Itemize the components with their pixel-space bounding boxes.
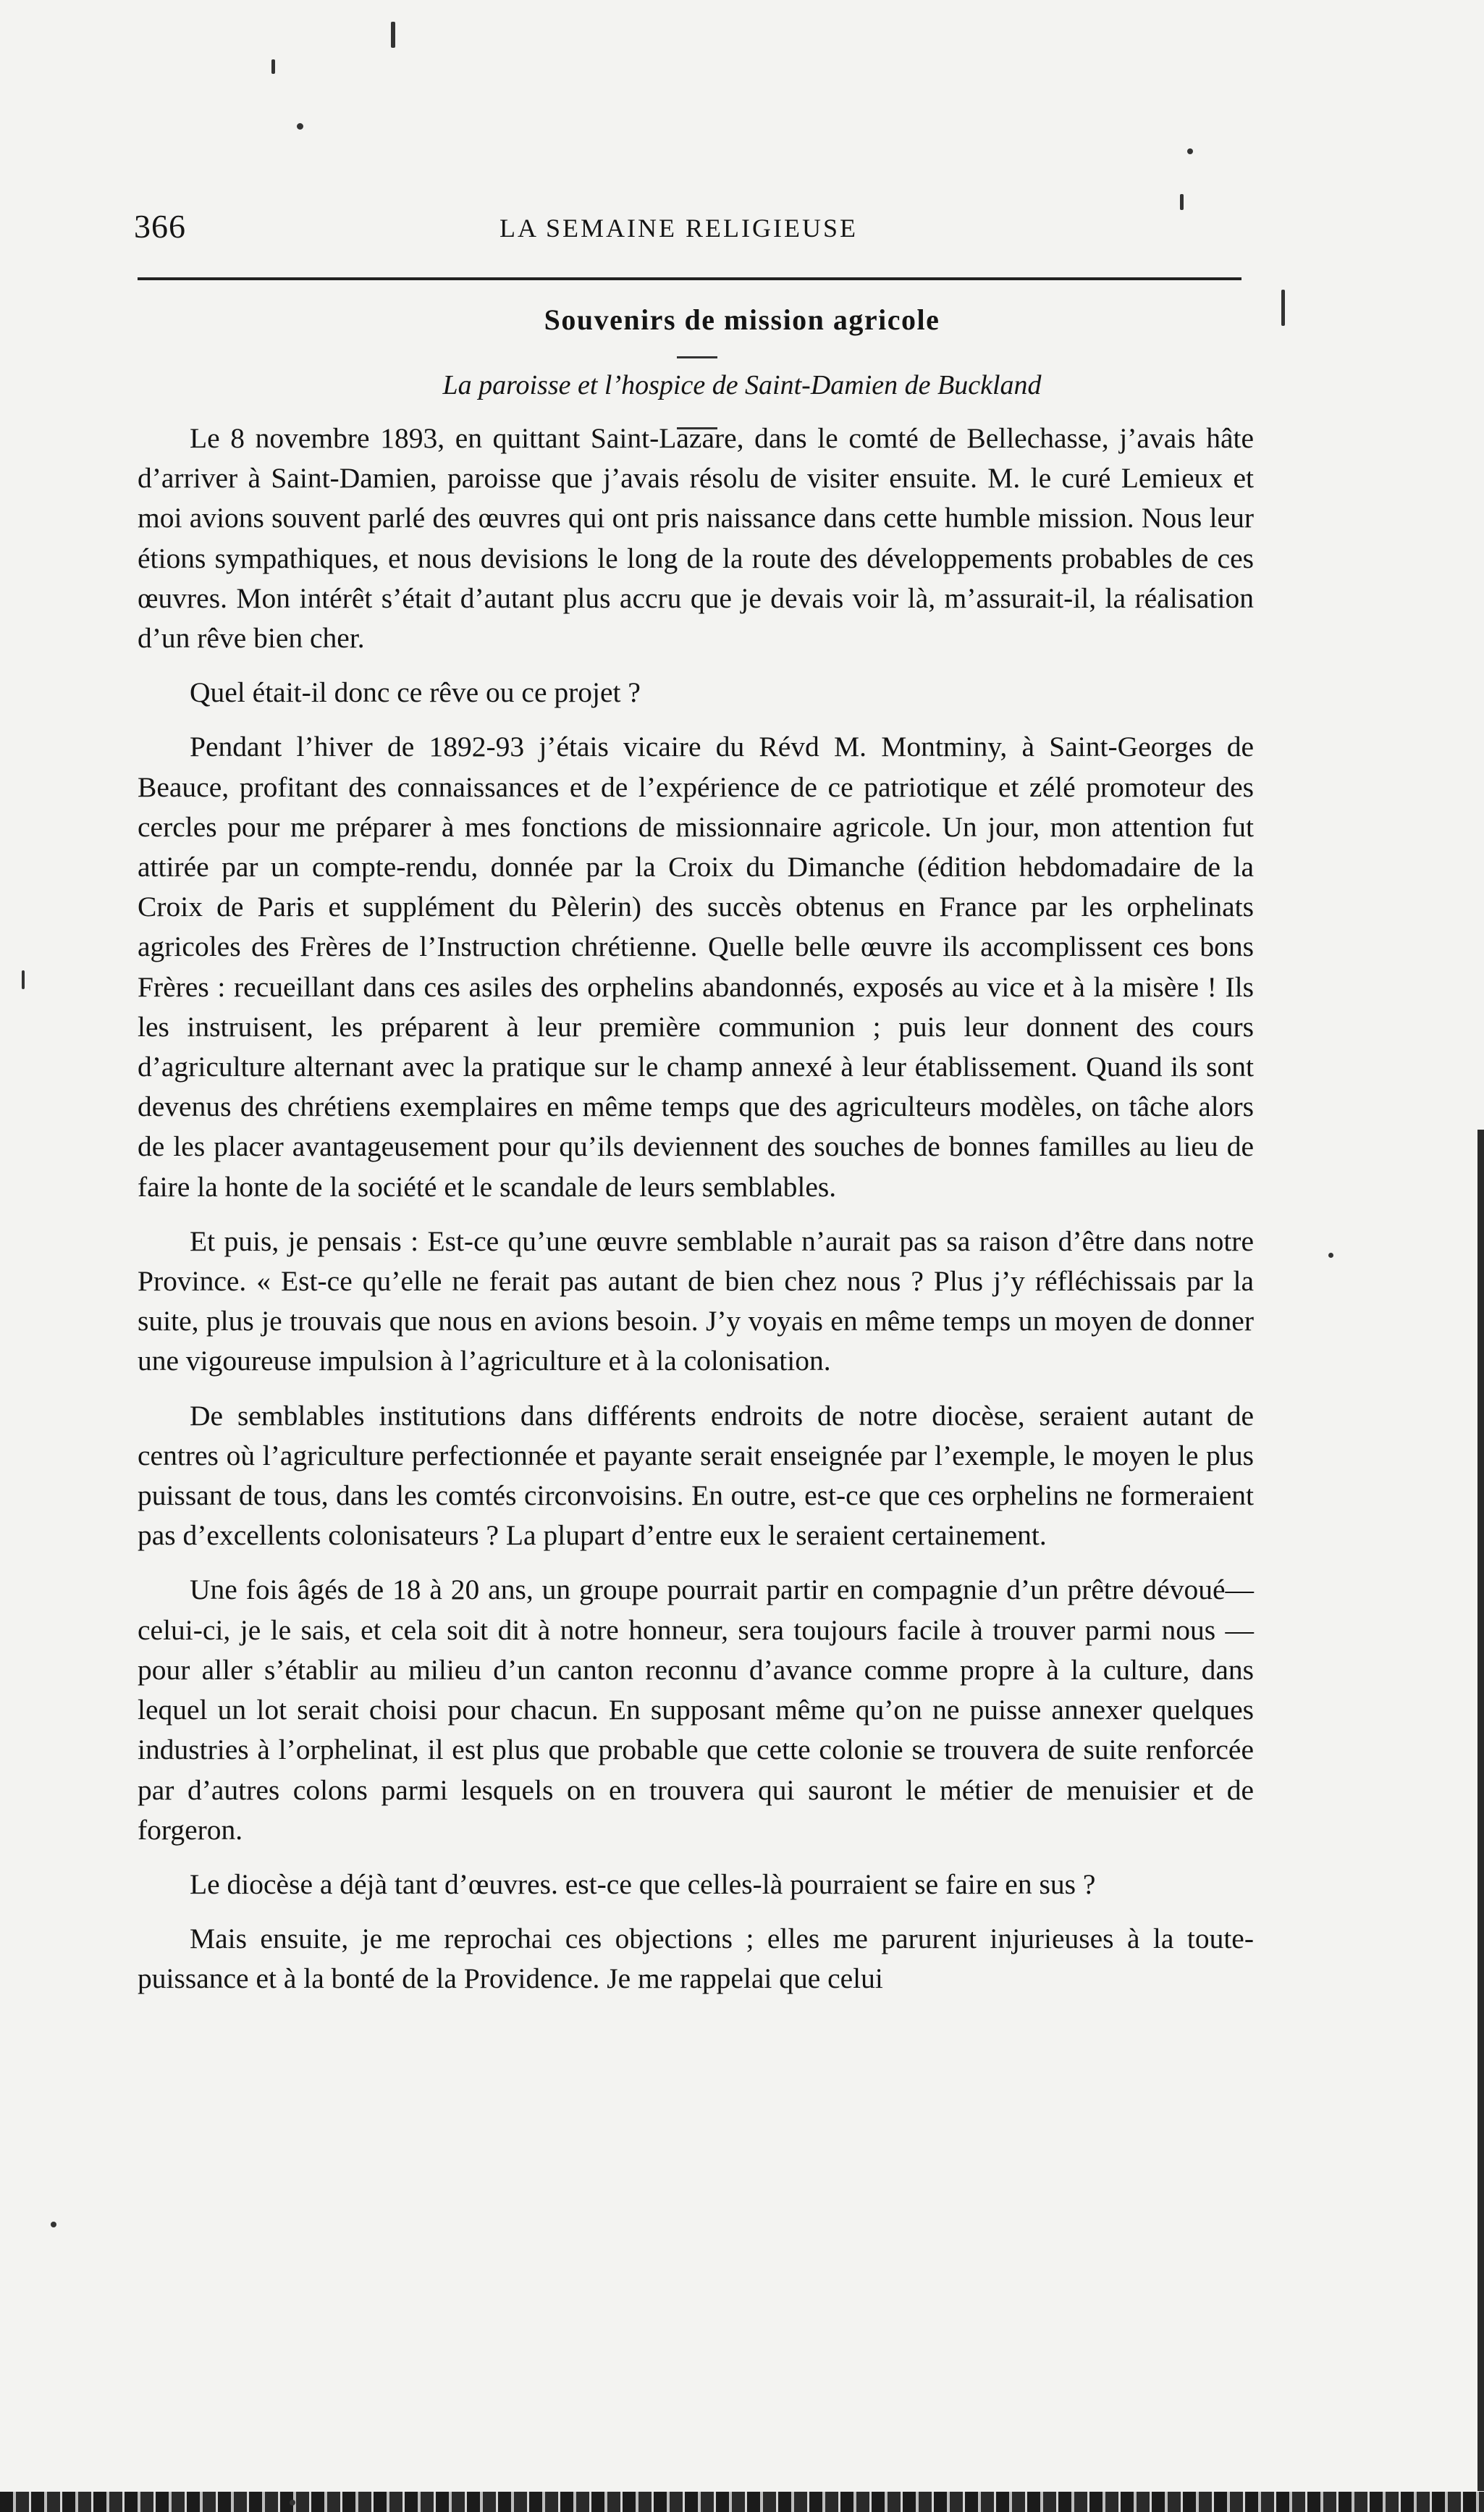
- article-title: Souvenirs de mission agricole: [544, 303, 940, 336]
- header-rule: [138, 277, 1241, 280]
- scan-speck: [1187, 148, 1193, 154]
- paragraph-5: De semblables institutions dans différents endroits de notre diocèse, seraient autant de centres où l’agriculture perfectionnée et payante serait enseignée par l’exemple, le moyen le plus puissant de tous, dans les comtés circonvoisins. En outre, est-ce que ces orphelins ne formeraient pas d’excellents colonisateurs ? La plupart d’entre eux le seraient certainement.: [138, 1399, 1254, 1552]
- scan-speck: [290, 2500, 295, 2505]
- paragraph-7: Le diocèse a déjà tant d’œuvres. est-ce que celles-là pourraient se faire en sus ?: [190, 1868, 1096, 1900]
- scan-speck: [391, 22, 395, 48]
- scan-speck: [1180, 194, 1184, 210]
- article-subtitle: La paroisse et l’hospice de Saint-Damien de Buckland: [442, 370, 1042, 400]
- paragraph-3: Pendant l’hiver de 1892-93 j’étais vicaire du Révd M. Montminy, à Saint-Georges de Beauce, profitant des connaissances et de l’expérience de ce patriotique et zélé promoteur des cercles pour me préparer à mes fonctions de missionnaire agricole. Un jour, mon attention fut attirée par un compte-rendu, donnée par la Croix du Dimanche (édition hebdomadaire de la Croix de Paris et supplément du Pèlerin) des succès obtenus en France par les orphelinats agricoles des Frères de l’Instruction chrétienne. Quelle belle œuvre ils accomplissent ces bons Frères : recueillant dans ces asiles des orphelins abandonnés, exposés au vice et à la misère ! Ils les instruisent, les préparent à leur première communion ; puis leur donnent des cours d’agriculture alternant avec la pratique sur le champ annexé à leur établissement. Quand ils sont devenus des chrétiens exemplaires en même temps que des agriculteurs modèles, on tâche alors de les placer avantageusement pour qu’ils deviennent des souches de bonnes familles au lieu de faire la honte de la société et le scandale de leurs semblables.: [138, 731, 1254, 1203]
- scan-speck: [51, 2222, 56, 2227]
- title-rule: [677, 356, 717, 358]
- page-bottom-edge: [0, 2492, 1484, 2512]
- paragraph-2: Quel était-il donc ce rêve ou ce projet ?: [190, 676, 641, 709]
- page-number: 366: [134, 208, 186, 245]
- scan-speck: [1281, 290, 1285, 326]
- paragraph-6: Une fois âgés de 18 à 20 ans, un groupe pourrait partir en compagnie d’un prêtre dévoué—celui-ci, je le sais, et cela soit dit à notre honneur, sera toujours facile à trouver parmi nous — pour aller s’établir au milieu d’un canton reconnu d’avance comme propre à la culture, dans lequel un lot serait choisi pour chacun. En supposant même qu’on ne puisse annexer quelques industries à l’orphelinat, il est plus que probable que cette colonie se trouvera de suite renforcée par d’autres colons parmi lesquels on en trouvera qui sauront le métier de menuisier et de forgeron.: [138, 1574, 1254, 1846]
- running-title: LA SEMAINE RELIGIEUSE: [499, 214, 858, 243]
- paragraph-4: Et puis, je pensais : Est-ce qu’une œuvre semblable n’aurait pas sa raison d’être dans notre Province. « Est-ce qu’elle ne ferait pas autant de bien chez nous ? Plus j’y réfléchissais par la suite, plus je trouvais que nous en avions besoin. J’y voyais en même temps un moyen de donner une vigoureuse impulsion à l’agriculture et à la colonisation.: [138, 1225, 1254, 1377]
- paragraph-8: Mais ensuite, je me reprochai ces objections ; elles me parurent injurieuses à la toute-puissance et à la bonté de la Providence. Je me rappelai que celui: [138, 1923, 1254, 1995]
- scan-speck: [1328, 1253, 1333, 1258]
- scan-speck: [22, 970, 25, 989]
- page-edge-shadow: [1477, 1130, 1484, 2491]
- article-body: [138, 419, 1254, 1999]
- paragraph-1: Le 8 novembre 1893, en quittant Saint-Lazare, dans le comté de Bellechasse, j’avais hâte d’arriver à Saint-Damien, paroisse que j’avais résolu de visiter ensuite. M. le curé Lemieux et moi avions souvent parlé des œuvres qui ont pris naissance dans cette humble mission. Nous leur étions sympathiques, et nous devisions le long de la route des développements probables de ces œuvres. Mon intérêt s’était d’autant plus accru que je devais voir là, m’assurait-il, la réalisation d’un rêve bien cher.: [138, 422, 1254, 655]
- scan-speck: [297, 123, 303, 130]
- page-header: [134, 207, 1281, 258]
- scan-speck: [271, 59, 275, 74]
